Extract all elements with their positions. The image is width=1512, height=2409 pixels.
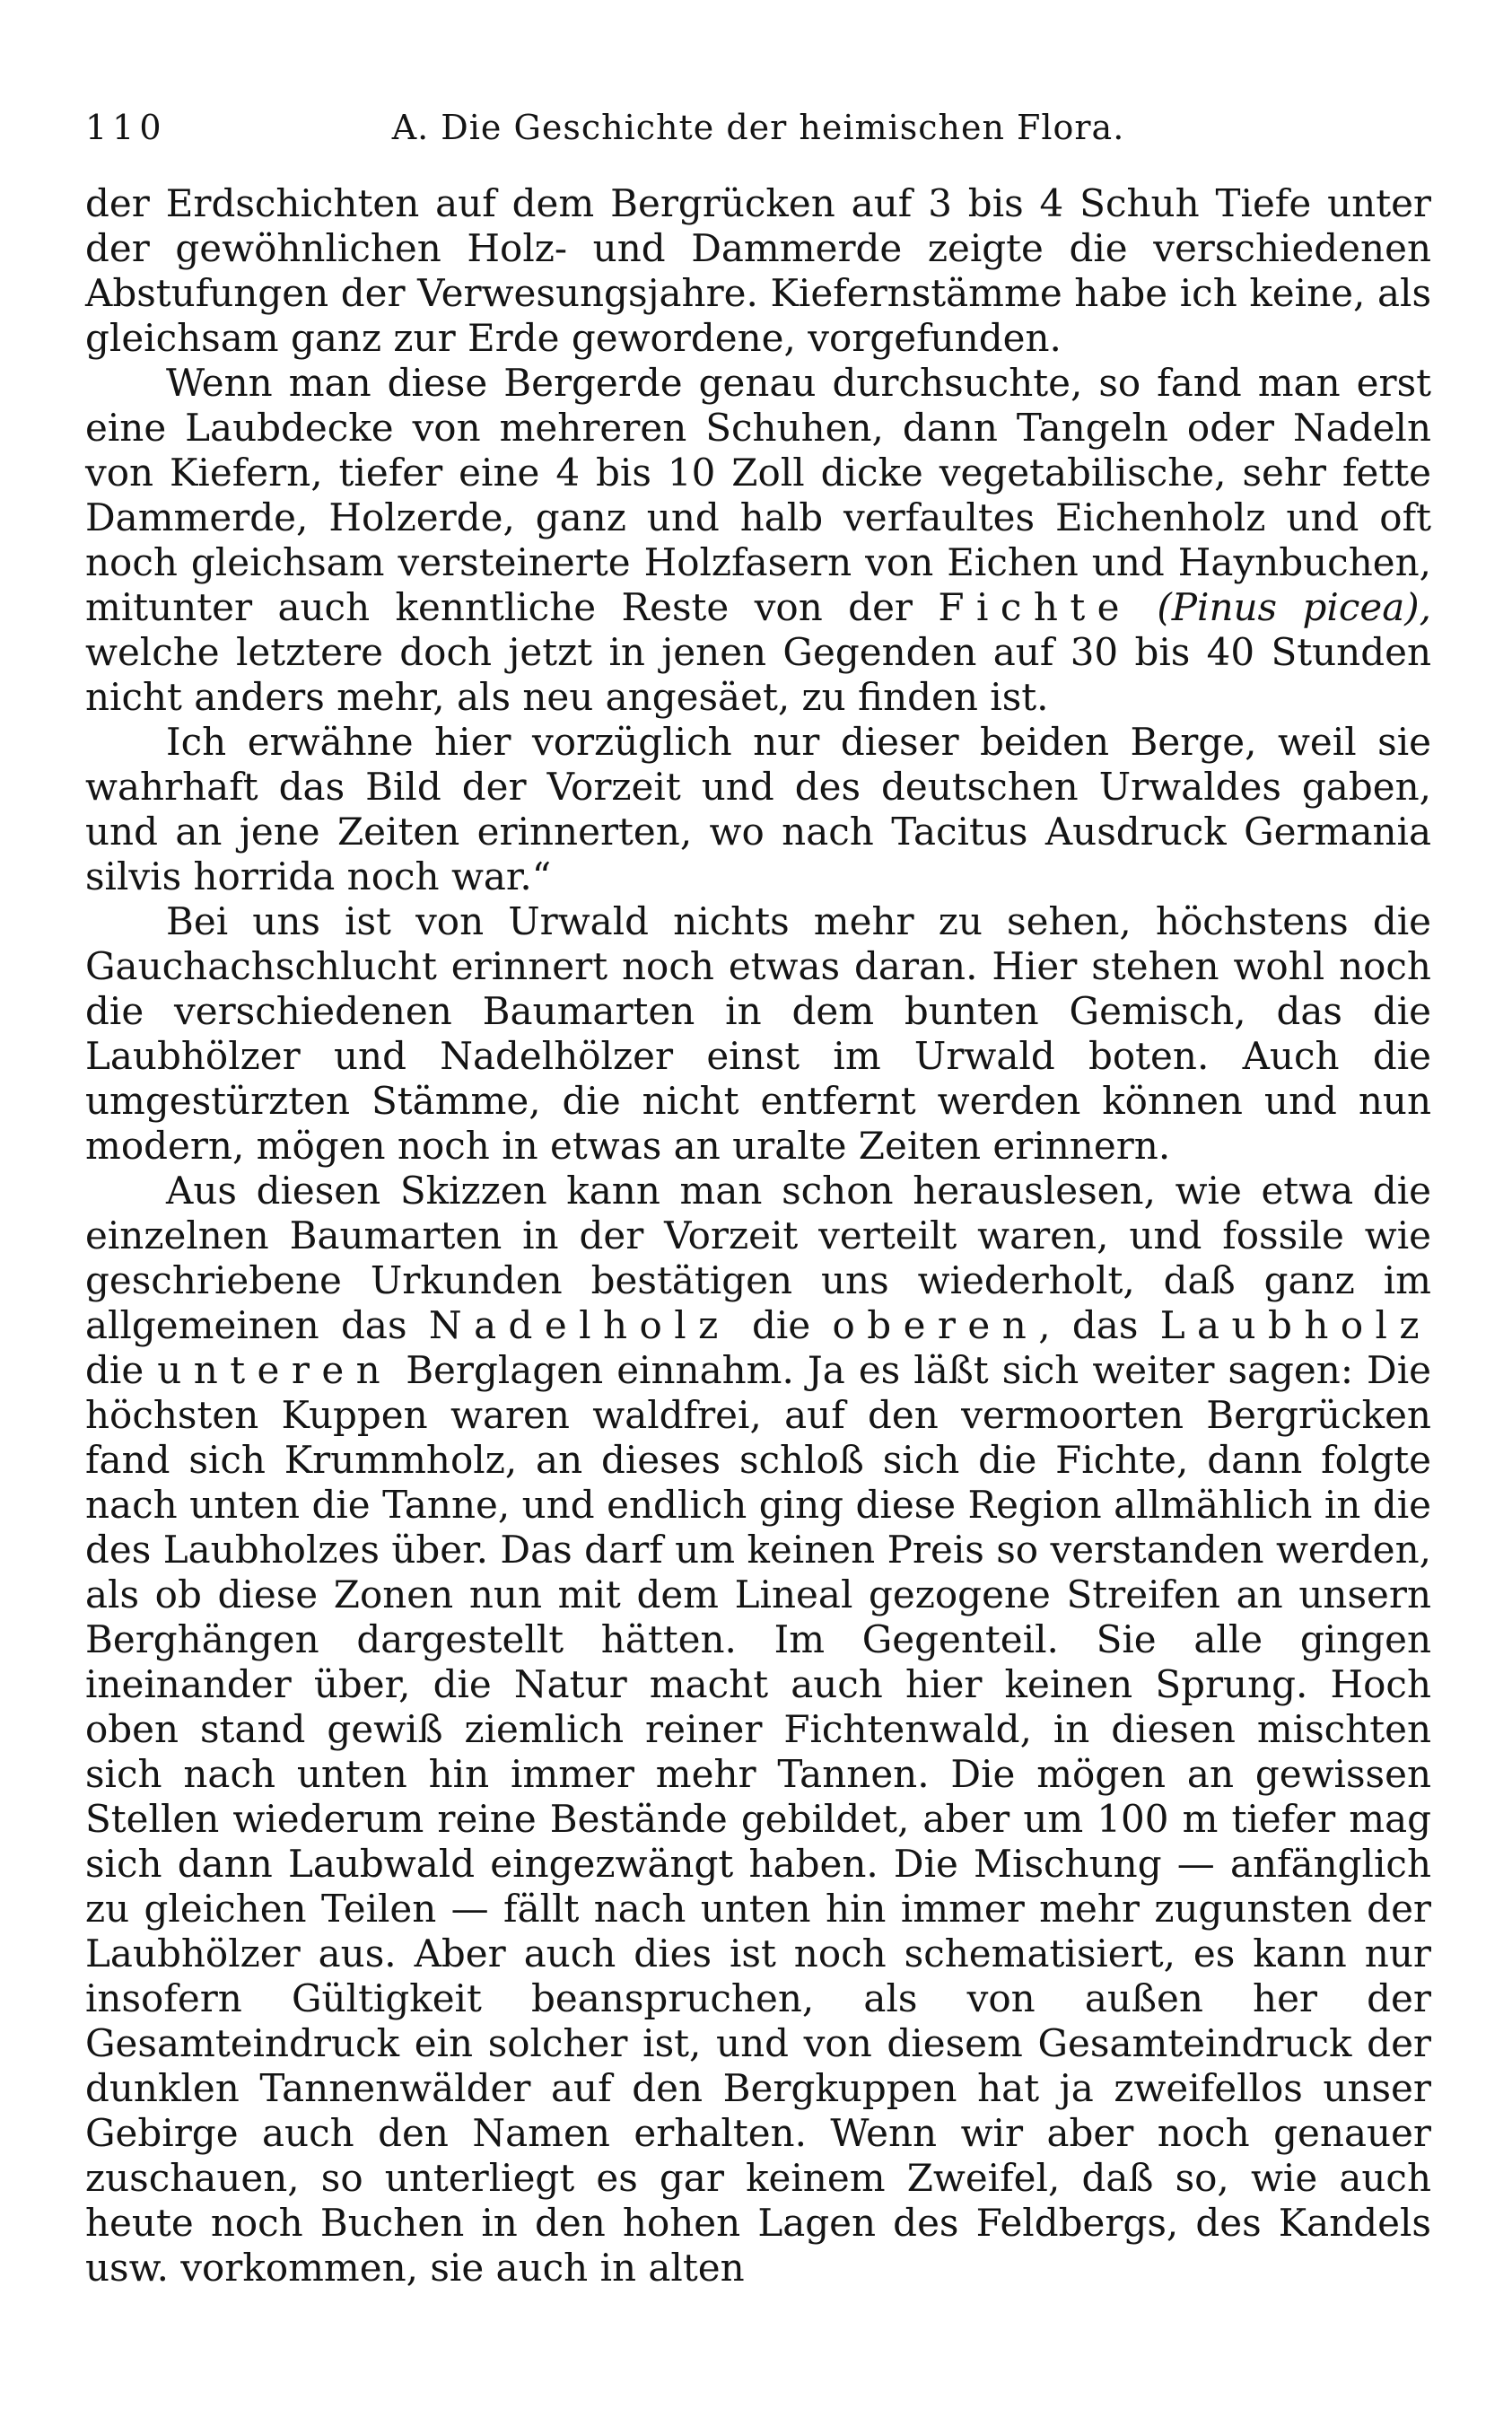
spaced-emphasis-text: Laubholz bbox=[1159, 1303, 1431, 1347]
page-number: 110 bbox=[85, 108, 167, 147]
text-segment: Wenn man diese Bergerde genau durchsuchte, so fand man erst eine Laubdecke von mehreren Schuhen, dann Tangeln oder Nadeln von Kiefern, tiefer eine 4 bis 10 Zoll dicke vegetabilische, sehr fette Dammerde, Holzerde, ganz und halb verfaultes Eichenholz und oft noch gleichsam versteinerte Holzfasern von Eichen und Haynbuchen, mitunter auch kenntliche Reste von der bbox=[85, 361, 1431, 629]
text-segment: die bbox=[85, 1348, 158, 1392]
paragraph bbox=[85, 1169, 1431, 2291]
paragraph bbox=[85, 361, 1431, 720]
text-segment: , das bbox=[1038, 1303, 1160, 1347]
paragraph bbox=[85, 899, 1431, 1169]
text-segment: Berglagen einnahm. Ja es läßt sich weiter sagen: Die höchsten Kuppen waren waldfrei, auf den vermoorten Bergrücken fand sich Krummholz, an dieses schloß sich die Fichte, dann folgte nach unten die Tanne, und endlich ging diese Region allmählich in die des Laubholzes über. Das darf um keinen Preis so verstanden werden, als ob diese Zonen nun mit dem Lineal gezogene Streifen an unsern Berghängen dargestellt hätten. Im Gegenteil. Sie alle gingen ineinander über, die Natur macht auch hier keinen Sprung. Hoch oben stand gewiß ziemlich reiner Fichtenwald, in diesen mischten sich nach unten hin immer mehr Tannen. Die mögen an gewissen Stellen wiederum reine Bestände gebildet, aber um 100 m tiefer mag sich dann Laubwald eingezwängt haben. Die Mischung — anfänglich zu gleichen Teilen — fällt nach unten hin immer mehr zugunsten der Laubhölzer aus. Aber auch dies ist noch schematisiert, es kann nur insofern Gültigkeit beanspruchen, als von außen her der Gesamteindruck ein solcher ist, und von diesem Gesamteindruck der dunklen Tannenwälder auf den Bergkuppen hat ja zweifellos unser Gebirge auch den Namen erhalten. Wenn wir aber noch genauer zuschauen, so unterliegt es gar keinem Zweifel, daß so, wie auch heute noch Buchen in den hohen Lagen des Feldbergs, des Kandels usw. vorkommen, sie auch in alten bbox=[85, 1348, 1431, 2290]
text-segment: Ich erwähne hier vorzüglich nur dieser beiden Berge, weil sie wahrhaft das Bild der Vorzeit und des deutschen Urwaldes gaben, und an jene Zeiten erinnerten, wo nach Tacitus Ausdruck Germania silvis horrida noch war.“ bbox=[85, 720, 1431, 898]
paragraph bbox=[85, 181, 1431, 361]
text-segment: die bbox=[730, 1303, 833, 1347]
page-header bbox=[85, 90, 1431, 162]
text-segment: Aus diesen Skizzen kann man schon herauslesen, wie etwa die einzelnen Baumarten in der Vorzeit verteilt waren, und fossile wie geschriebene Urkunden bestätigen uns wiederholt, daß ganz im allgemeinen das bbox=[85, 1169, 1431, 1347]
running-title: A. Die Geschichte der heimischen Flora. bbox=[391, 108, 1125, 147]
body-text bbox=[85, 181, 1431, 2291]
text-segment: der Erdschichten auf dem Bergrücken auf 3 bis 4 Schuh Tiefe unter der gewöhnlichen Holz- und Dammerde zeigte die verschiedenen Abstufungen der Verwesungsjahre. Kiefernstämme habe ich keine, als gleichsam ganz zur Erde gewordene, vorgefunden. bbox=[85, 181, 1431, 360]
spaced-emphasis-text: Nadelholz bbox=[428, 1303, 730, 1347]
text-segment bbox=[1132, 585, 1157, 629]
text-segment: welche letztere doch jetzt in jenen Gegenden auf 30 bis 40 Stunden nicht anders mehr, als neu angesäet, zu finden ist. bbox=[85, 630, 1431, 719]
spaced-emphasis-text: oberen bbox=[832, 1303, 1039, 1347]
paragraph bbox=[85, 720, 1431, 899]
italic-text: (Pinus picea), bbox=[1157, 585, 1431, 629]
spaced-emphasis-text: Fichte bbox=[938, 585, 1132, 629]
text-segment: Bei uns ist von Urwald nichts mehr zu sehen, höchstens die Gauchachschlucht erinnert noch etwas daran. Hier stehen wohl noch die verschiedenen Baumarten in dem bunten Gemisch, das die Laubhölzer und Nadelhölzer einst im Urwald boten. Auch die umgestürzten Stämme, die nicht entfernt werden können und nun modern, mögen noch in etwas an uralte Zeiten erinnern. bbox=[85, 899, 1431, 1168]
spaced-emphasis-text: unteren bbox=[157, 1348, 393, 1392]
